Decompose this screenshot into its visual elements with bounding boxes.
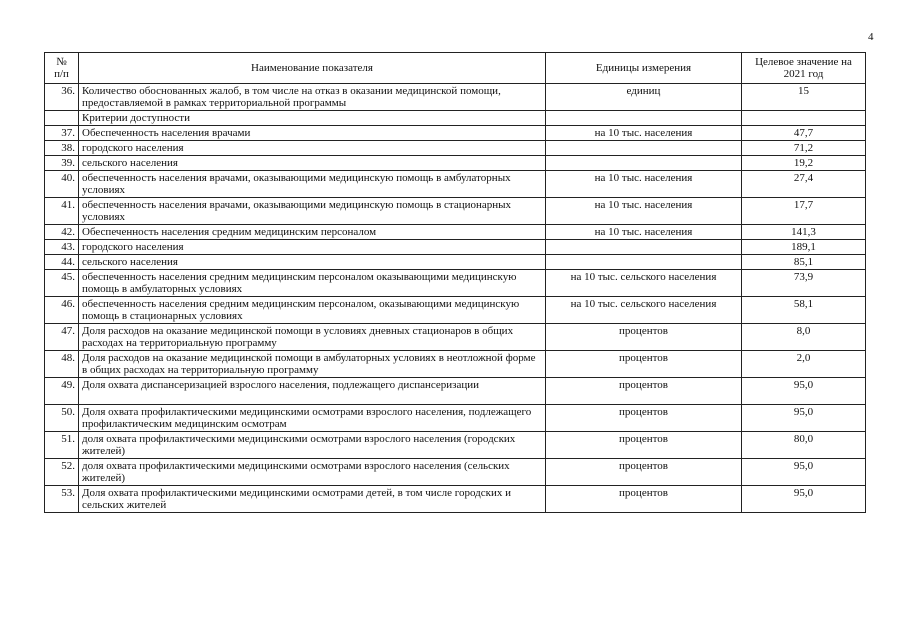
row-name: доля охвата профилактическими медицинскими осмотрами взрослого населения (городских жителей) (79, 432, 546, 459)
row-unit (546, 141, 742, 156)
table-row (45, 111, 866, 126)
row-unit (546, 111, 742, 126)
row-name: обеспеченность населения врачами, оказывающими медицинскую помощь в стационарных условиях (79, 198, 546, 225)
table-row (45, 84, 866, 111)
row-name: городского населения (79, 240, 546, 255)
table-row (45, 378, 866, 405)
table-row (45, 459, 866, 486)
row-unit: на 10 тыс. сельского населения (546, 297, 742, 324)
header-target: Целевое значение на 2021 год (742, 53, 866, 84)
row-unit: на 10 тыс. населения (546, 225, 742, 240)
table-row (45, 270, 866, 297)
row-num: 39. (45, 156, 79, 171)
row-num: 46. (45, 297, 79, 324)
row-value: 95,0 (742, 486, 866, 513)
row-name: Доля охвата профилактическими медицинскими осмотрами взрослого населения, подлежащего профилактическим медицинским осмотрам (79, 405, 546, 432)
row-unit: на 10 тыс. населения (546, 126, 742, 141)
row-num: 48. (45, 351, 79, 378)
row-value: 73,9 (742, 270, 866, 297)
row-name: обеспеченность населения средним медицинским персоналом, оказывающими медицинскую помощь в стационарных условиях (79, 297, 546, 324)
row-name: доля охвата профилактическими медицинскими осмотрами взрослого населения (сельских жителей) (79, 459, 546, 486)
table-row (45, 156, 866, 171)
row-unit (546, 156, 742, 171)
table-row (45, 126, 866, 141)
row-unit: на 10 тыс. населения (546, 198, 742, 225)
row-name: сельского населения (79, 255, 546, 270)
row-unit: на 10 тыс. населения (546, 171, 742, 198)
page-number: 4 (868, 31, 874, 43)
indicators-table (44, 52, 866, 513)
row-name: сельского населения (79, 156, 546, 171)
row-num: 49. (45, 378, 79, 405)
row-value: 47,7 (742, 126, 866, 141)
row-name: городского населения (79, 141, 546, 156)
header-unit: Единицы измерения (546, 53, 742, 84)
row-value: 95,0 (742, 405, 866, 432)
table-row (45, 240, 866, 255)
row-unit: процентов (546, 432, 742, 459)
row-num: 37. (45, 126, 79, 141)
table-row (45, 405, 866, 432)
row-unit: процентов (546, 405, 742, 432)
row-name: обеспеченность населения средним медицинским персоналом оказывающими медицинскую помощь в амбулаторных условиях (79, 270, 546, 297)
row-num: 53. (45, 486, 79, 513)
row-value: 19,2 (742, 156, 866, 171)
row-name: Обеспеченность населения врачами (79, 126, 546, 141)
table-row (45, 351, 866, 378)
row-value: 15 (742, 84, 866, 111)
row-num: 44. (45, 255, 79, 270)
row-value: 17,7 (742, 198, 866, 225)
row-num (45, 111, 79, 126)
row-name: Доля расходов на оказание медицинской помощи в условиях дневных стационаров в общих расходах на территориальную программу (79, 324, 546, 351)
row-name: Обеспеченность населения средним медицинским персоналом (79, 225, 546, 240)
table-row (45, 486, 866, 513)
row-value: 58,1 (742, 297, 866, 324)
table-row (45, 141, 866, 156)
row-unit: процентов (546, 351, 742, 378)
table-row (45, 324, 866, 351)
table-row (45, 198, 866, 225)
row-unit: процентов (546, 459, 742, 486)
table-row (45, 432, 866, 459)
row-num: 40. (45, 171, 79, 198)
row-value: 8,0 (742, 324, 866, 351)
row-value: 95,0 (742, 378, 866, 405)
row-unit: процентов (546, 324, 742, 351)
header-num: № п/п (45, 53, 79, 84)
row-value: 189,1 (742, 240, 866, 255)
row-name: обеспеченность населения врачами, оказывающими медицинскую помощь в амбулаторных условиях (79, 171, 546, 198)
section-heading: Критерии доступности (79, 111, 546, 126)
row-num: 36. (45, 84, 79, 111)
row-name: Доля охвата диспансеризацией взрослого населения, подлежащего диспансеризации (79, 378, 546, 405)
row-value: 71,2 (742, 141, 866, 156)
row-num: 42. (45, 225, 79, 240)
row-value: 27,4 (742, 171, 866, 198)
row-unit: процентов (546, 378, 742, 405)
row-name: Количество обоснованных жалоб, в том числе на отказ в оказании медицинской помощи, предоставляемой в рамках территориальной программы (79, 84, 546, 111)
row-num: 41. (45, 198, 79, 225)
row-value: 95,0 (742, 459, 866, 486)
row-num: 45. (45, 270, 79, 297)
row-value: 141,3 (742, 225, 866, 240)
row-num: 47. (45, 324, 79, 351)
row-num: 52. (45, 459, 79, 486)
table-row (45, 171, 866, 198)
row-num: 38. (45, 141, 79, 156)
row-unit: единиц (546, 84, 742, 111)
row-name: Доля расходов на оказание медицинской помощи в амбулаторных условиях в неотложной форме в общих расходах на территориальную программу (79, 351, 546, 378)
row-unit (546, 255, 742, 270)
table-header-row (45, 53, 866, 84)
row-num: 50. (45, 405, 79, 432)
row-unit: процентов (546, 486, 742, 513)
row-num: 51. (45, 432, 79, 459)
table-row (45, 297, 866, 324)
header-name: Наименование показателя (79, 53, 546, 84)
row-unit: на 10 тыс. сельского населения (546, 270, 742, 297)
table-row (45, 255, 866, 270)
table-row (45, 225, 866, 240)
row-value: 2,0 (742, 351, 866, 378)
row-name: Доля охвата профилактическими медицинскими осмотрами детей, в том числе городских и сельских жителей (79, 486, 546, 513)
row-value: 85,1 (742, 255, 866, 270)
row-num: 43. (45, 240, 79, 255)
row-unit (546, 240, 742, 255)
row-value: 80,0 (742, 432, 866, 459)
row-value (742, 111, 866, 126)
